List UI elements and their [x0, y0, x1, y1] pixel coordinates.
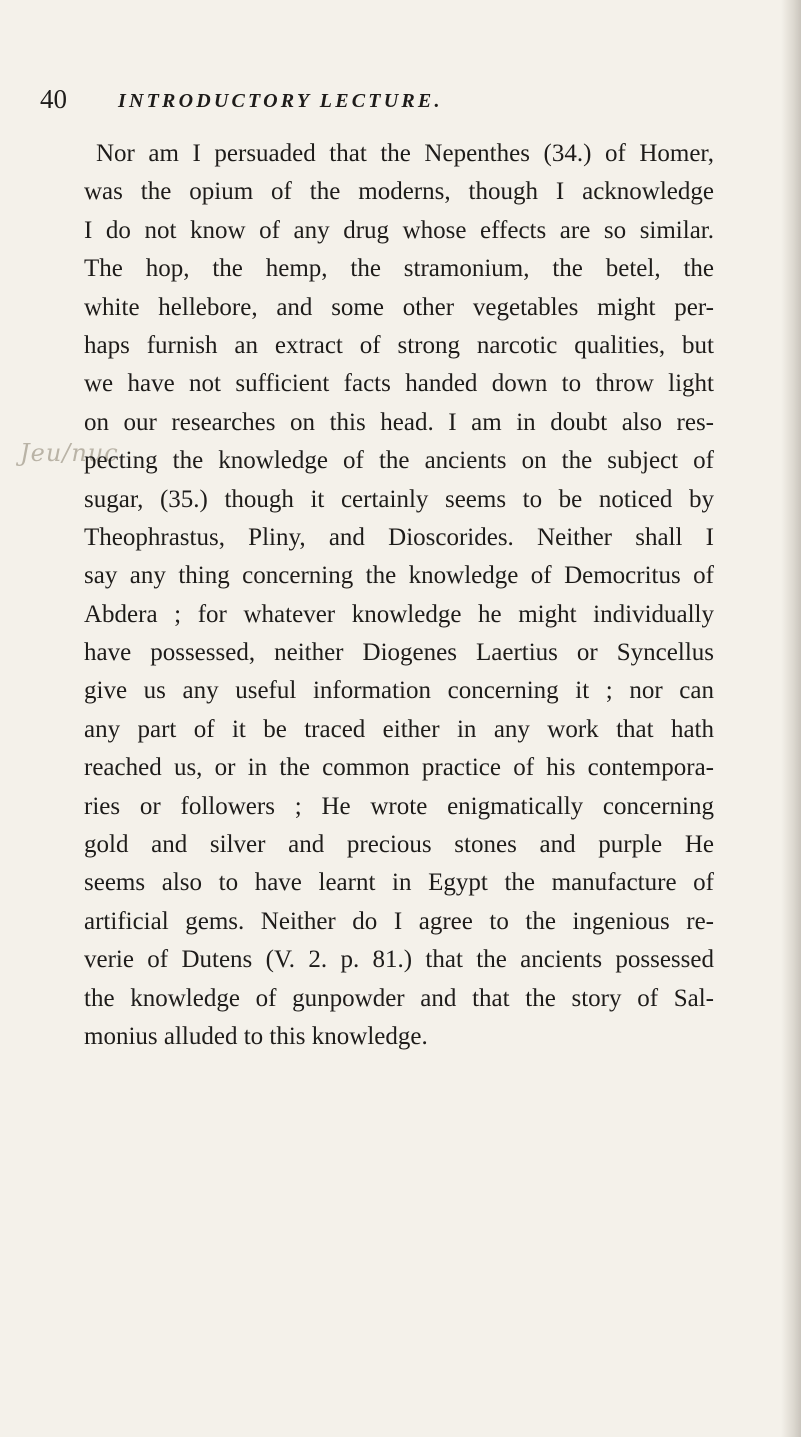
text-line: have possessed, neither Diogenes Laertius or Syncellus — [84, 639, 714, 667]
text-line: Nor am I persuaded that the Nepenthes (34.) of Homer, — [96, 140, 714, 167]
text-line: seems also to have learnt in Egypt the manufacture of — [84, 869, 714, 897]
text-line: haps furnish an extract of strong narcotic qualities, but — [84, 331, 714, 359]
text-line: reached us, or in the common practice of his contempora- — [84, 754, 714, 782]
text-line: the knowledge of gunpowder and that the story of Sal- — [84, 984, 714, 1012]
text-line: sugar, (35.) though it certainly seems to be noticed by — [84, 485, 714, 513]
text-line: Abdera ; for whatever knowledge he might individually — [84, 600, 714, 628]
text-line: white hellebore, and some other vegetables might per- — [84, 293, 714, 321]
text-line: was the opium of the moderns, though I acknowledge — [84, 178, 714, 206]
text-line: say any thing concerning the knowledge of Democritus of — [84, 562, 714, 590]
text-line: monius alluded to this knowledge. — [84, 1022, 428, 1050]
running-head: INTRODUCTORY LECTURE. — [118, 90, 443, 112]
text-line: on our researches on this head. I am in doubt also res- — [84, 408, 714, 436]
text-line: The hop, the hemp, the stramonium, the betel, the — [84, 255, 714, 283]
body-paragraph — [84, 135, 714, 1056]
text-line: artificial gems. Neither do I agree to the ingenious re- — [84, 907, 714, 935]
text-line: pecting the knowledge of the ancients on the subject of — [84, 447, 714, 475]
text-line: gold and silver and precious stones and purple He — [84, 831, 714, 859]
margin-handwriting: Jeu/nuc — [20, 439, 119, 467]
page-header — [40, 82, 740, 122]
text-line: ries or followers ; He wrote enigmatically concerning — [84, 792, 714, 820]
page-edge-shadow — [781, 0, 801, 1437]
text-line: give us any useful information concerning it ; nor can — [84, 677, 714, 705]
text-line: we have not sufficient facts handed down to throw light — [84, 370, 714, 398]
text-line: any part of it be traced either in any work that hath — [84, 715, 714, 743]
text-line: verie of Dutens (V. 2. p. 81.) that the ancients possessed — [84, 946, 714, 974]
text-line: Theophrastus, Pliny, and Dioscorides. Neither shall I — [84, 523, 714, 551]
text-line: I do not know of any drug whose effects are so similar. — [84, 216, 714, 244]
page-number: 40 — [40, 84, 67, 114]
